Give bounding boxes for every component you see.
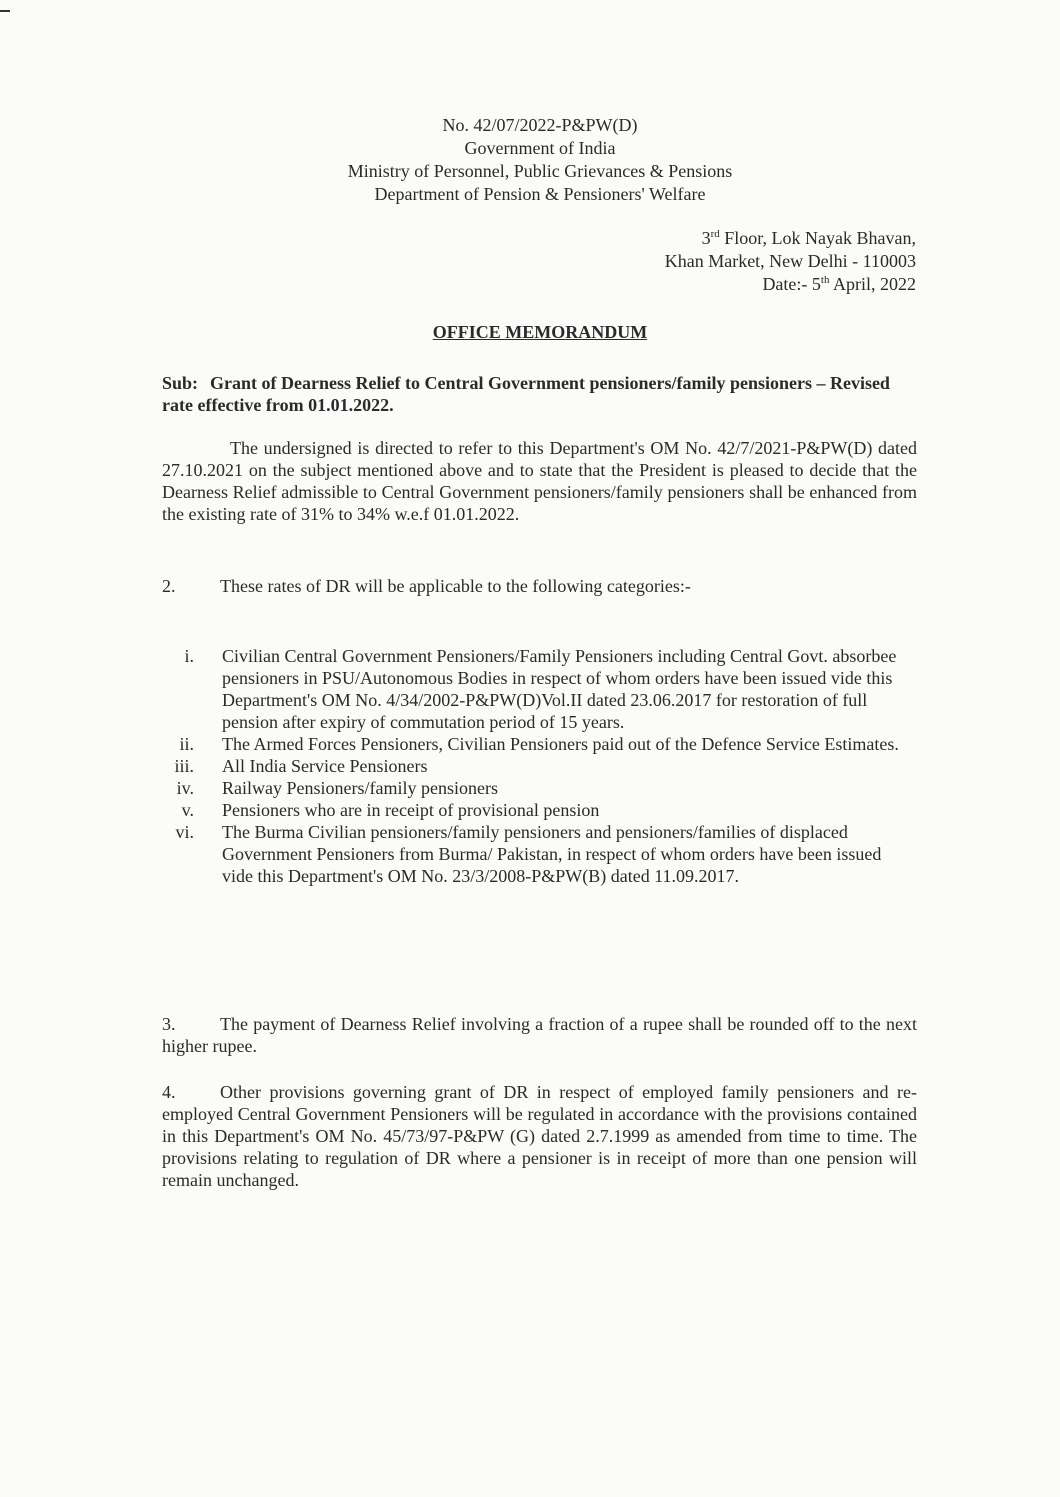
memo-title: OFFICE MEMORANDUM [432,322,648,342]
list-item-text: Pensioners who are in receipt of provisional pension [222,800,600,820]
ministry-line: Ministry of Personnel, Public Grievances & Pensions [347,161,733,181]
address-block [665,227,916,296]
address-city: Khan Market, New Delhi - 110003 [664,251,916,271]
paragraph-1: The undersigned is directed to refer to this Department's OM No. 42/7/2021-P&PW(D) dated 27.10.2021 on the subject mentioned above and to state that the President is pleased to decide that the Dearness Relief admissible to Central Government pensioners/family pensioners shall be enhanced from the existing rate of 31% to 34% w.e.f 01.01.2022. [162,438,917,524]
list-item-text: Civilian Central Government Pensioners/Family Pensioners including Central Govt. absorbee pensioners in PSU/Autonomous Bodies in respect of whom orders have been issued vide this Department's OM No. 4/34/2002-P&PW(D)Vol.II dated 23.06.2017 for restoration of full pension after expiry of commutation period of 15 years. [222,646,897,732]
paragraph-3 [162,1013,917,1057]
list-item-text: Railway Pensioners/family pensioners [222,778,498,798]
paragraph-text: These rates of DR will be applicable to the following categories:- [220,576,691,596]
letterhead [0,114,1060,206]
list-item [162,645,902,733]
list-item-text: The Armed Forces Pensioners, Civilian Pensioners paid out of the Defence Service Estimates. [222,734,899,754]
file-number: No. 42/07/2022-P&PW(D) [442,115,638,135]
list-item-number: iii. [174,756,194,776]
paragraph-text: The payment of Dearness Relief involving a fraction of a rupee shall be rounded off to the next higher rupee. [162,1014,917,1056]
list-item-text: The Burma Civilian pensioners/family pensioners and pensioners/families of displaced Government Pensioners from Burma/ Pakistan, in respect of whom orders have been issued vide this Department's OM No. 23/3/2008-P&PW(B) dated 11.09.2017. [222,822,882,886]
list-item [162,777,902,799]
list-item-text: All India Service Pensioners [222,756,428,776]
scan-mark [0,10,10,12]
subject-line [162,372,917,416]
subject-label: Sub: [162,373,199,393]
paragraph-4 [162,1081,917,1191]
list-item [162,799,902,821]
list-item-number: vi. [175,822,194,842]
subject-text: Grant of Dearness Relief to Central Government pensioners/family pensioners – Revised rate effective from 01.01.2022. [162,373,890,415]
list-item [162,755,902,777]
paragraph-number: 3. [162,1014,176,1034]
government-line: Government of India [464,138,616,158]
list-item [162,821,902,887]
category-list [162,645,902,887]
paragraph-number: 2. [162,576,176,596]
list-item [162,733,902,755]
list-item-number: v. [181,800,194,820]
memo-date: Date:- 5th April, 2022 [762,274,916,294]
list-item-number: iv. [176,778,194,798]
address-floor: 3rd Floor, Lok Nayak Bhavan, [701,228,916,248]
list-item-number: ii. [179,734,194,754]
paragraph-2 [162,575,917,597]
paragraph-text: Other provisions governing grant of DR in respect of employed family pensioners and re-employed Central Government Pensioners will be regulated in accordance with the provisions contained in this Department's OM No. 45/73/97-P&PW (G) dated 2.7.1999 as amended from time to time. The provisions relating to regulation of DR where a pensioner is in receipt of more than one pension will remain unchanged. [162,1082,917,1190]
paragraph-number: 4. [162,1082,176,1102]
list-item-number: i. [184,646,194,666]
department-line: Department of Pension & Pensioners' Welfare [374,184,706,204]
